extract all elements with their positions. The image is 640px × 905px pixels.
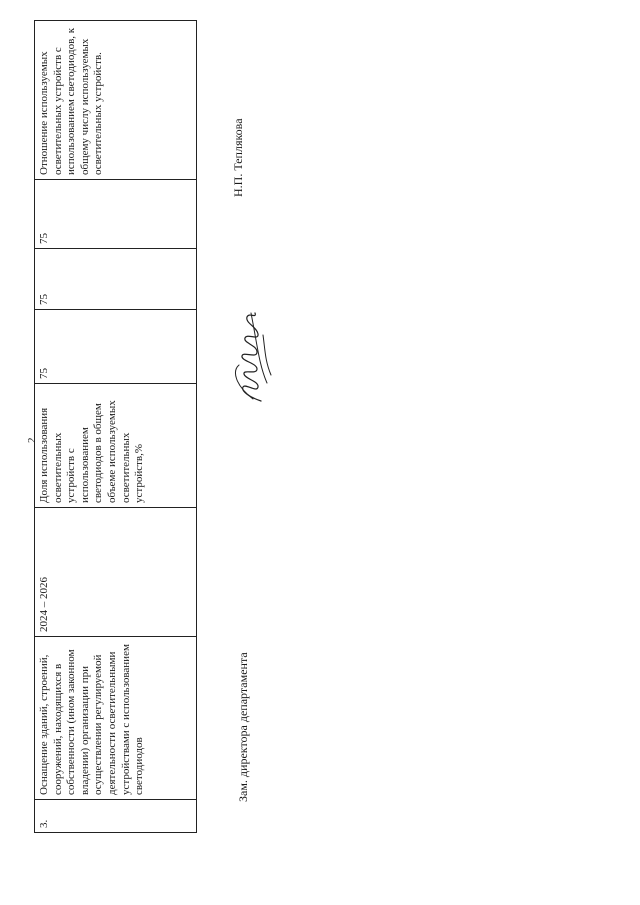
cell-value-2: 75 <box>35 249 197 310</box>
cell-indicator: Доля использования осветительных устройств с использованием светодиодов в общем объеме используемых осветительных устройств,% <box>35 384 197 508</box>
measures-table <box>34 20 197 833</box>
cell-period: 2024 – 2026 <box>35 508 197 637</box>
cell-value-3: 75 <box>35 180 197 249</box>
table-row <box>35 21 197 833</box>
cell-value-1: 75 <box>35 310 197 384</box>
handwritten-signature <box>227 305 277 405</box>
signatory-name: Н.П. Теплякова <box>231 118 245 197</box>
page-number: 2 <box>26 437 38 443</box>
cell-row-number: 3. <box>35 800 197 833</box>
signatory-position: Зам. директора департамента <box>236 652 250 802</box>
cell-activity: Оснащение зданий, строений, сооружений, находящихся в собственности (ином законном владении) организации при осуществлении регулируемой деятельности осветительными устройствами с использованием светодиодов <box>35 637 197 800</box>
cell-note: Отношение используемых осветительных устройств с использованием светодиодов, к общему числу используемых осветительных устройств. <box>35 21 197 180</box>
